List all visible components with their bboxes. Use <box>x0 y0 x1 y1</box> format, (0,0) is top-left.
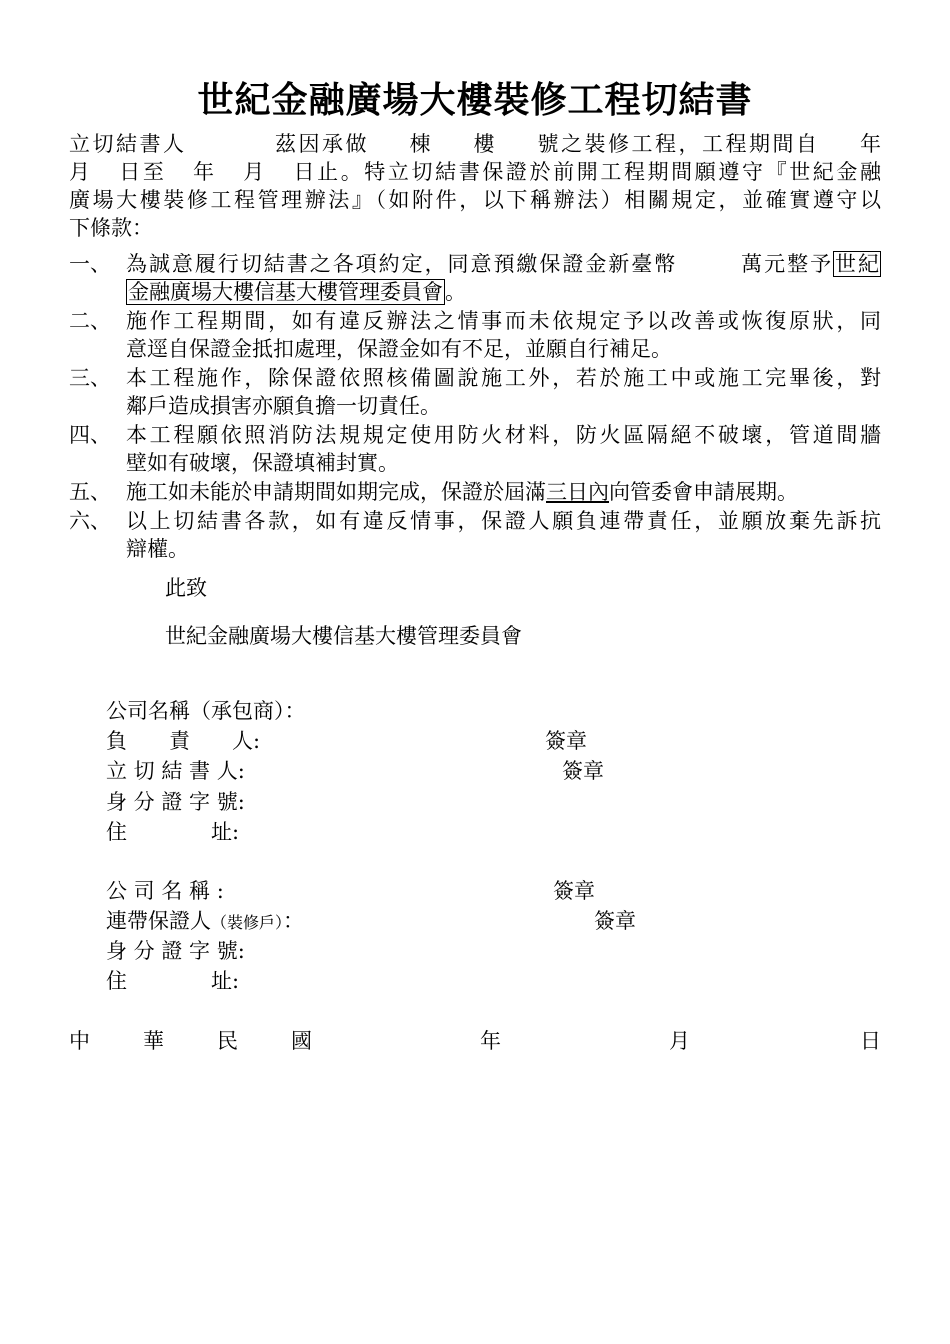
clause-line: 鄰戶造成損害亦願負擔一切責任。 <box>126 394 441 418</box>
intro-text: 樓 <box>471 132 497 156</box>
contractor-id-label: 身 分 證 字 號: <box>106 790 245 814</box>
intro-text: 號之裝修工程，工程期間自 <box>535 132 820 156</box>
clause-text: 向管委會申請展期。 <box>609 480 798 504</box>
contractor-company-label: 公司名稱（承包商）： <box>106 699 306 723</box>
intro-line-2 <box>69 158 881 186</box>
clause-line: 以上切結書各款，如有違反情事，保證人願負連帶責任，並願放棄先訴抗 <box>126 509 881 533</box>
clause-line: 施作工程期間，如有違反辦法之情事而未依規定予以改善或恢復原狀，同 <box>126 309 881 333</box>
clause-text: 萬元整予 <box>739 252 834 276</box>
intro-text: 月 <box>240 160 267 184</box>
committee-name-boxed-2: 金融廣場大樓信基大樓管理委員會 <box>128 280 443 304</box>
intro-line-1 <box>69 130 881 158</box>
clause-1 <box>69 250 881 306</box>
intro-text: 月 <box>69 160 93 184</box>
owner-company-seal-label: 簽章 <box>553 879 595 903</box>
clause-5 <box>69 478 881 506</box>
salutation: 此致 <box>165 576 207 600</box>
guarantor-label: 立 切 結 書 人: <box>106 759 245 783</box>
owner-id-label: 身 分 證 字 號: <box>106 939 245 963</box>
intro-line-3: 廣場大樓裝修工程管理辦法』（如附件，以下稱辦法）相關規定，並確實遵守以 <box>69 188 881 212</box>
guarantor-seal-label: 簽章 <box>562 759 604 783</box>
clause-6 <box>69 507 881 563</box>
joint-guarantor-colon: ： <box>283 909 305 933</box>
clause-list <box>69 250 881 564</box>
recipient: 世紀金融廣場大樓信基大樓管理委員會 <box>165 624 522 648</box>
committee-name-boxed-1: 世紀 <box>835 252 880 276</box>
owner-company-label: 公 司 名 稱 : <box>106 879 224 903</box>
date-zhong: 中 <box>69 1029 90 1053</box>
clause-number: 一、 <box>69 252 111 276</box>
clause-4 <box>69 421 881 477</box>
clause-number: 二、 <box>69 309 111 333</box>
date-year: 年 <box>480 1029 501 1053</box>
intro-text: 日至 <box>116 160 167 184</box>
intro-text: 年 <box>190 160 217 184</box>
clause-line <box>126 478 881 506</box>
date-month: 月 <box>669 1029 690 1053</box>
clause-line: 辯權。 <box>126 537 189 561</box>
clause-line <box>126 278 881 306</box>
document-title: 世紀金融廣場大樓裝修工程切結書 <box>197 79 753 121</box>
joint-guarantor-text: 連帶保證人 <box>106 909 211 933</box>
intro-line-4: 下條款： <box>69 216 153 240</box>
responsible-seal-label: 簽章 <box>545 729 587 753</box>
date-day: 日 <box>860 1029 881 1053</box>
clause-number: 六、 <box>69 509 111 533</box>
date-hua: 華 <box>143 1029 164 1053</box>
intro-text: 年 <box>857 132 881 156</box>
date-min: 民 <box>217 1029 238 1053</box>
clause-number: 四、 <box>69 423 111 447</box>
clause-number: 三、 <box>69 366 111 390</box>
joint-guarantor-note: （裝修戶） <box>211 913 284 932</box>
clause-text: 施工如未能於申請期間如期完成，保證於屆滿 <box>126 480 546 504</box>
clause-number: 五、 <box>69 480 111 504</box>
intro-text: 茲因承做 <box>272 132 369 156</box>
intro-paragraph <box>69 130 881 242</box>
date-guo: 國 <box>291 1029 312 1053</box>
clause-line: 壁如有破壞，保證填補封實。 <box>126 451 399 475</box>
clause-text: 。 <box>445 280 466 304</box>
owner-address-label: 住 址: <box>106 969 240 993</box>
joint-guarantor-seal-label: 簽章 <box>594 909 636 933</box>
clause-2 <box>69 307 881 363</box>
contractor-address-label: 住 址: <box>106 820 240 844</box>
joint-guarantor-label <box>106 907 304 937</box>
clause-line <box>126 250 881 278</box>
responsible-person-label: 負 責 人: <box>106 729 261 753</box>
clause-3 <box>69 364 881 420</box>
clause-line: 本工程願依照消防法規規定使用防火材料，防火區隔絕不破壞，管道間牆 <box>126 423 881 447</box>
intro-text: 棟 <box>407 132 433 156</box>
clause-line: 意逕自保證金抵扣處理，保證金如有不足，並願自行補足。 <box>126 337 672 361</box>
intro-text: 立切結書人 <box>69 132 187 156</box>
deadline-underlined: 三日內 <box>546 480 609 504</box>
intro-text: 日止。特立切結書保證於前開工程期間願遵守『世紀金融 <box>290 160 882 184</box>
clause-text: 為誠意履行切結書之各項約定，同意預繳保證金新臺幣 <box>126 252 678 276</box>
clause-line: 本工程施作，除保證依照核備圖說施工外，若於施工中或施工完畢後，對 <box>126 366 881 390</box>
